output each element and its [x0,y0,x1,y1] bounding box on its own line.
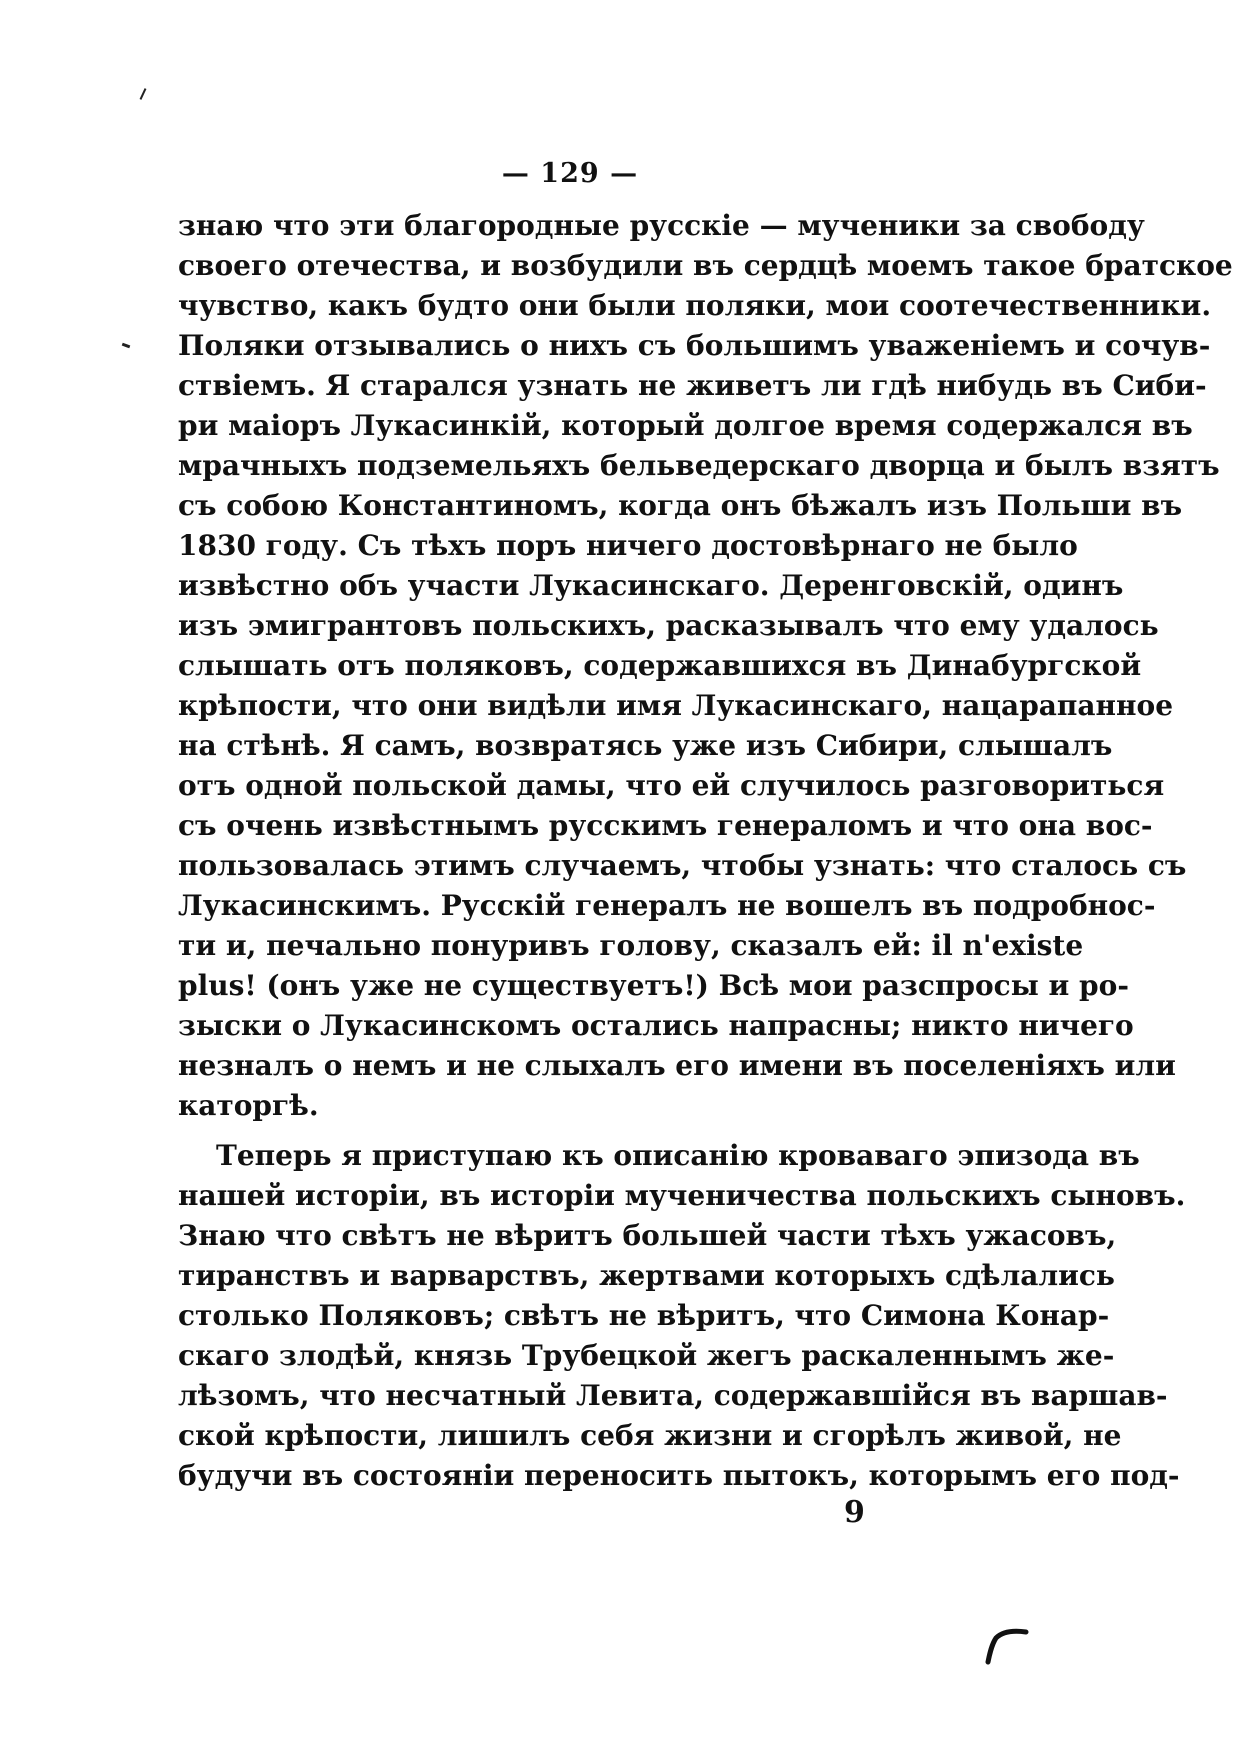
text-line: мрачныхъ подземельяхъ бельведерскаго дворца и былъ взятъ [178,449,1220,482]
body-text [178,206,1233,1496]
text-line: столько Поляковъ; свѣтъ не вѣритъ, что Симона Конар- [178,1299,1110,1332]
text-line: слышать отъ поляковъ, содержавшихся въ Динабургской [178,649,1142,682]
text-line: съ очень извѣстнымъ русскимъ генераломъ и что она вос- [178,809,1153,842]
text-line: съ собою Константиномъ, когда онъ бѣжалъ изъ Польши въ [178,489,1183,522]
text-line: извѣстно объ участи Лукасинскаго. Деренговскій, одинъ [178,569,1124,602]
text-line: Лукасинскимъ. Русскій генералъ не вошелъ въ подробнос- [178,889,1156,922]
stray-mark-top [140,88,147,100]
paragraph-2 [178,1136,1186,1496]
paragraph-1 [178,206,1233,1126]
paragraph-gap [178,1126,956,1136]
corner-scan-mark [984,1624,1028,1664]
text-line: 1830 году. Съ тѣхъ поръ ничего достовѣрнаго не было [178,529,1078,562]
text-line: изъ эмигрантовъ польскихъ, расказывалъ что ему удалось [178,609,1159,642]
text-line: будучи въ состояніи переносить пытокъ, которымъ его под- [178,1459,1180,1492]
text-line: лѣзомъ, что несчатный Левита, содержавшійся въ варшав- [178,1379,1168,1412]
text-line: на стѣнѣ. Я самъ, возвратясь уже изъ Сибири, слышалъ [178,729,1113,762]
text-line: знаю что эти благородные русскіе — мученики за свободу [178,209,1145,242]
text-line: ри маіоръ Лукасинкій, который долгое время содержался въ [178,409,1193,442]
text-line: скаго злодѣй, князь Трубецкой жегъ раскаленнымъ же- [178,1339,1115,1372]
page-number: — 129 — [501,158,639,189]
text-line: отъ одной польской дамы, что ей случилось разговориться [178,769,1165,802]
text-line: ской крѣпости, лишилъ себя жизни и сгорѣлъ живой, не [178,1419,1122,1452]
text-line: Поляки отзывались о нихъ съ большимъ уваженіемъ и сочув- [178,329,1211,362]
text-line: крѣпости, что они видѣли имя Лукасинскаго, нацарапанное [178,689,1174,722]
text-line: нашей исторіи, въ исторіи мученичества польскихъ сыновъ. [178,1179,1186,1212]
text-line: чувство, какъ будто они были поляки, мои соотечественники. [178,289,1212,322]
text-line: ти и, печально понуривъ голову, сказалъ ей: il n'existe [178,929,1084,962]
stray-mark-left [122,343,131,349]
text-line: ствіемъ. Я старался узнать не живетъ ли гдѣ нибудь въ Сиби- [178,369,1207,402]
signature-mark: 9 [844,1495,865,1530]
text-line: Теперь я приступаю къ описанію кроваваго эпизода въ [216,1139,1140,1172]
text-line: plus! (онъ уже не существуетъ!) Всѣ мои разспросы и ро- [178,969,1129,1002]
text-line: незналъ о немъ и не слыхалъ его имени въ поселеніяхъ или [178,1049,1176,1082]
text-line: своего отечества, и возбудили въ сердцѣ моемъ такое братское [178,249,1233,282]
text-line: тиранствъ и варварствъ, жертвами которыхъ сдѣлались [178,1259,1115,1292]
text-line: пользовалась этимъ случаемъ, чтобы узнать: что сталось съ [178,849,1187,882]
text-line: каторгѣ. [178,1089,319,1122]
text-line: Знаю что свѣтъ не вѣритъ большей части тѣхъ ужасовъ, [178,1219,1117,1252]
text-line: зыски о Лукасинскомъ остались напрасны; никто ничего [178,1009,1134,1042]
